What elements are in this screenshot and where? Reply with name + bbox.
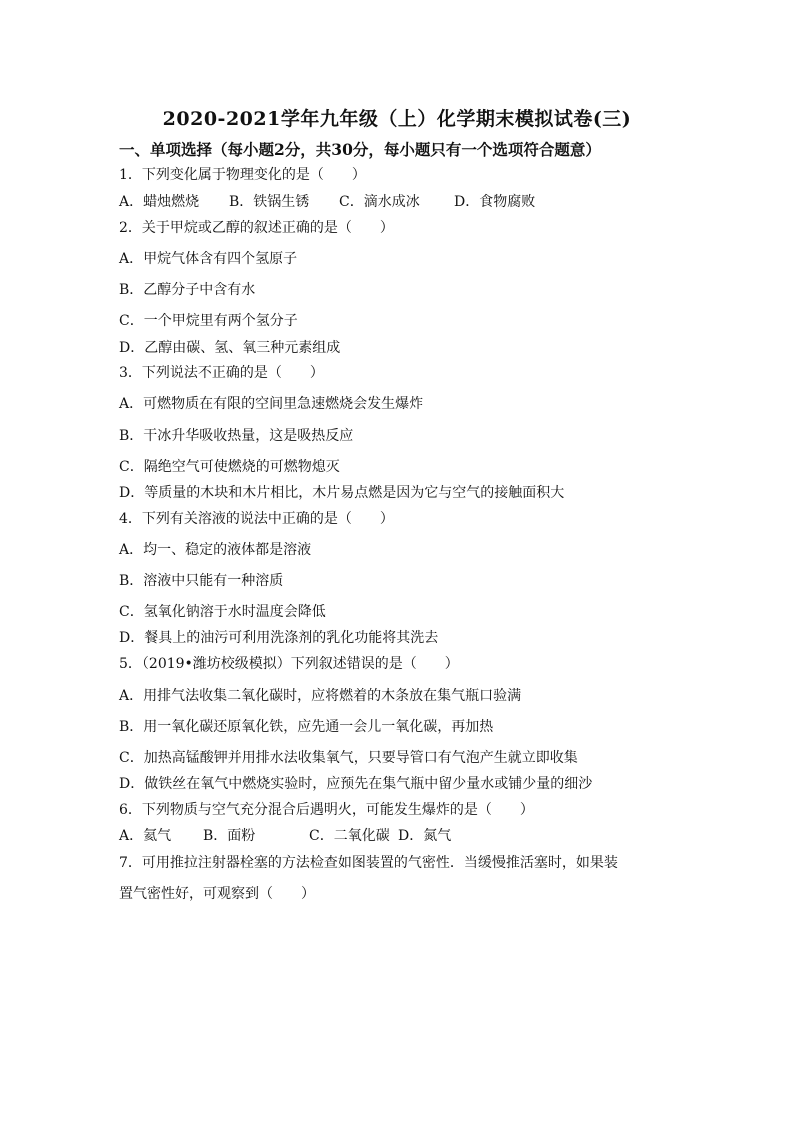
option-b: B．面粉 xyxy=(203,828,256,844)
question-4-option-a: A．均一、稳定的液体都是溶液 xyxy=(119,542,312,558)
option-d: D．食物腐败 xyxy=(454,194,536,210)
option-a: A．蜡烛燃烧 xyxy=(119,194,200,210)
question-3-option-a: A．可燃物质在有限的空间里急速燃烧会发生爆炸 xyxy=(119,396,424,412)
question-4-stem: 4．下列有关溶液的说法中正确的是（ ） xyxy=(119,511,394,527)
question-4-option-c: C．氢氧化钠溶于水时温度会降低 xyxy=(119,604,326,620)
question-1-options xyxy=(119,191,535,211)
question-7-stem-line-1: 7．可用推拉注射器栓塞的方法检查如图装置的气密性．当缓慢推活塞时，如果装 xyxy=(119,855,618,871)
exam-title: 2020-2021学年九年级（上）化学期末模拟试卷(三) xyxy=(162,108,632,130)
question-2-option-b: B．乙醇分子中含有水 xyxy=(119,282,256,298)
question-2-option-d: D．乙醇由碳、氢、氧三种元素组成 xyxy=(119,340,341,356)
option-d: D．氮气 xyxy=(398,828,452,844)
option-c: C．二氧化碳 xyxy=(309,828,390,844)
question-6-stem: 6．下列物质与空气充分混合后遇明火，可能发生爆炸的是（ ） xyxy=(119,802,534,818)
question-3-option-c: C．隔绝空气可使燃烧的可燃物熄灭 xyxy=(119,459,340,475)
question-1-stem: 1．下列变化属于物理变化的是（ ） xyxy=(119,167,366,183)
question-2-stem: 2．关于甲烷或乙醇的叙述正确的是（ ） xyxy=(119,220,394,236)
section-heading: 一、单项选择（每小题2分，共30分，每小题只有一个选项符合题意） xyxy=(119,140,601,159)
question-5-option-d: D．做铁丝在氧气中燃烧实验时，应预先在集气瓶中留少量水或铺少量的细沙 xyxy=(119,776,593,792)
option-a: A．氦气 xyxy=(119,828,172,844)
question-3-option-d: D．等质量的木块和木片相比，木片易点燃是因为它与空气的接触面积大 xyxy=(119,485,565,501)
question-3-stem: 3．下列说法不正确的是（ ） xyxy=(119,365,324,381)
option-b: B．铁锅生锈 xyxy=(229,194,310,210)
question-3-option-b: B．干冰升华吸收热量，这是吸热反应 xyxy=(119,428,354,444)
question-5-stem: 5．（2019•潍坊校级模拟）下列叙述错误的是（ ） xyxy=(119,656,459,672)
question-2-option-c: C．一个甲烷里有两个氢分子 xyxy=(119,313,298,329)
question-5-option-a: A．用排气法收集二氧化碳时，应将燃着的木条放在集气瓶口验满 xyxy=(119,688,522,704)
question-5-option-c: C．加热高锰酸钾并用排水法收集氧气，只要导管口有气泡产生就立即收集 xyxy=(119,750,578,766)
question-7-stem-line-2: 置气密性好，可观察到（ ） xyxy=(119,886,315,902)
question-4-option-d: D．餐具上的油污可利用洗涤剂的乳化功能将其洗去 xyxy=(119,630,439,646)
option-c: C．滴水成冰 xyxy=(339,194,420,210)
question-6-options xyxy=(119,825,451,845)
question-4-option-b: B．溶液中只能有一种溶质 xyxy=(119,573,284,589)
question-5-option-b: B．用一氧化碳还原氧化铁，应先通一会儿一氧化碳，再加热 xyxy=(119,719,494,735)
question-2-option-a: A．甲烷气体含有四个氢原子 xyxy=(119,251,298,267)
